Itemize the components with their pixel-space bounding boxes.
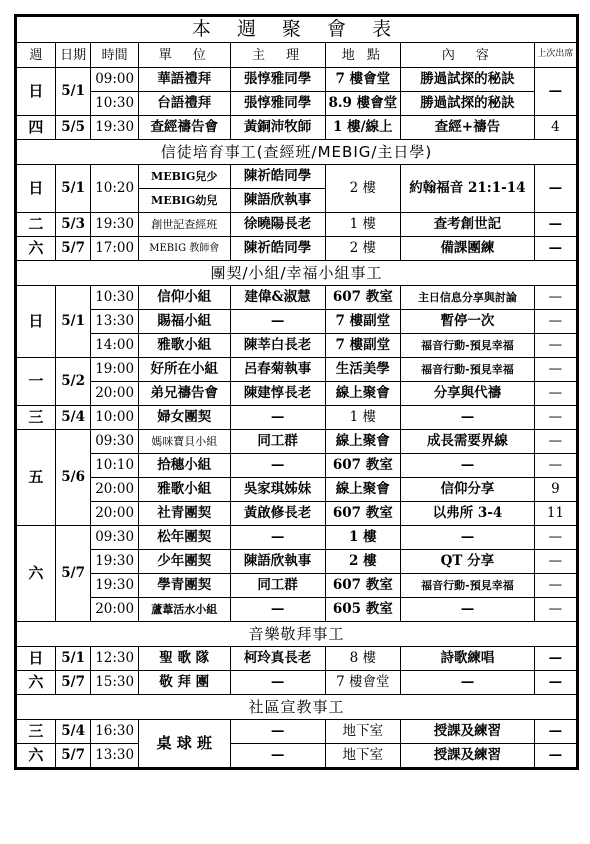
place-cell: 線上聚會	[325, 478, 401, 502]
date-cell: 5/1	[55, 286, 91, 358]
last-cell: —	[534, 358, 576, 382]
leader-cell: —	[230, 310, 325, 334]
leader-cell: —	[230, 406, 325, 430]
table-row	[17, 213, 577, 237]
time-cell: 10:30	[91, 286, 138, 310]
last-cell: —	[534, 286, 576, 310]
time-cell: 19:30	[91, 213, 138, 237]
last-cell: 11	[534, 502, 576, 526]
section-row	[17, 261, 577, 286]
content-cell: 勝過試探的秘訣	[401, 92, 535, 116]
leader-cell: 陳莘白長老	[230, 334, 325, 358]
table-row	[17, 116, 577, 140]
content-cell: 查經+禱告	[401, 116, 535, 140]
date-cell: 5/7	[55, 744, 91, 768]
section-title-music: 音樂敬拜事工	[17, 622, 577, 647]
header-unit: 單 位	[138, 43, 230, 68]
content-cell: —	[401, 598, 535, 622]
leader-cell: 同工群	[230, 430, 325, 454]
place-cell: 607 教室	[325, 454, 401, 478]
day-cell: 二	[17, 213, 56, 237]
unit-cell: 弟兄禱告會	[138, 382, 230, 406]
date-cell: 5/1	[55, 647, 91, 671]
day-cell: 日	[17, 286, 56, 358]
time-cell: 09:00	[91, 68, 138, 92]
last-cell: —	[534, 454, 576, 478]
table-row	[17, 574, 577, 598]
place-cell: 2 樓	[325, 237, 401, 261]
weekly-schedule-sheet	[14, 14, 579, 770]
last-cell: —	[534, 213, 576, 237]
content-cell: 信仰分享	[401, 478, 535, 502]
title-row	[17, 17, 577, 43]
time-cell: 19:30	[91, 574, 138, 598]
time-cell: 20:00	[91, 598, 138, 622]
content-cell: 勝過試探的秘訣	[401, 68, 535, 92]
leader-cell: —	[230, 598, 325, 622]
leader-cell: —	[230, 526, 325, 550]
time-cell: 10:30	[91, 92, 138, 116]
place-cell: 7 樓會堂	[325, 68, 401, 92]
last-cell: —	[534, 382, 576, 406]
time-cell: 14:00	[91, 334, 138, 358]
unit-cell: 蘆葦活水小組	[138, 598, 230, 622]
place-cell: 1 樓/線上	[325, 116, 401, 140]
time-cell: 09:30	[91, 430, 138, 454]
table-row	[17, 454, 577, 478]
leader-cell: 陳建惇長老	[230, 382, 325, 406]
header-leader: 主 理	[230, 43, 325, 68]
section-title-community: 社區宣教事工	[17, 695, 577, 720]
content-cell: —	[401, 406, 535, 430]
table-row	[17, 598, 577, 622]
leader-cell: 呂春菊執事	[230, 358, 325, 382]
place-cell: 8 樓	[325, 647, 401, 671]
last-cell: —	[534, 237, 576, 261]
leader-cell: 陳語欣執事	[230, 189, 325, 213]
unit-cell: 敬 拜 團	[138, 671, 230, 695]
unit-cell: 媽咪寶貝小組	[138, 430, 230, 454]
day-cell: 六	[17, 744, 56, 768]
day-cell: 日	[17, 647, 56, 671]
leader-cell: —	[230, 671, 325, 695]
unit-cell: 台語禮拜	[138, 92, 230, 116]
day-cell: 三	[17, 720, 56, 744]
leader-cell: 陳祈皓同學	[230, 237, 325, 261]
table-row	[17, 526, 577, 550]
place-cell: 8.9 樓會堂	[325, 92, 401, 116]
date-cell: 5/7	[55, 671, 91, 695]
table-row	[17, 237, 577, 261]
unit-cell: 創世記查經班	[138, 213, 230, 237]
leader-cell: 柯玲真長老	[230, 647, 325, 671]
content-cell: 授課及練習	[401, 744, 535, 768]
time-cell: 10:00	[91, 406, 138, 430]
time-cell: 12:30	[91, 647, 138, 671]
leader-cell: —	[230, 720, 325, 744]
place-cell: 地下室	[325, 744, 401, 768]
last-cell: —	[534, 720, 576, 744]
leader-cell: —	[230, 454, 325, 478]
date-cell: 5/3	[55, 213, 91, 237]
unit-cell: 賜福小組	[138, 310, 230, 334]
content-cell: 分享與代禱	[401, 382, 535, 406]
place-cell: 生活美學	[325, 358, 401, 382]
content-cell: 約翰福音 21:1-14	[401, 165, 535, 213]
unit-cell: 雅歌小組	[138, 478, 230, 502]
table-row	[17, 310, 577, 334]
last-cell: 4	[534, 116, 576, 140]
day-cell: 四	[17, 116, 56, 140]
content-cell: QT 分享	[401, 550, 535, 574]
content-cell: 以弗所 3-4	[401, 502, 535, 526]
day-cell: 三	[17, 406, 56, 430]
last-cell: —	[534, 574, 576, 598]
unit-cell: 好所在小組	[138, 358, 230, 382]
leader-cell: 徐曉陽長老	[230, 213, 325, 237]
place-cell: 1 樓	[325, 213, 401, 237]
content-cell: 主日信息分享與討論	[401, 286, 535, 310]
header-last-attendance	[534, 43, 576, 68]
leader-cell: 陳語欣執事	[230, 550, 325, 574]
last-cell: —	[534, 406, 576, 430]
content-cell: 福音行動-預見幸福	[401, 574, 535, 598]
last-cell: —	[534, 430, 576, 454]
table-row	[17, 406, 577, 430]
time-cell: 10:10	[91, 454, 138, 478]
section-title-training: 信徒培育事工(查經班/MEBIG/主日學)	[17, 140, 577, 165]
place-cell: 605 教室	[325, 598, 401, 622]
leader-cell: 建偉&淑慧	[230, 286, 325, 310]
table-row	[17, 744, 577, 768]
section-title-fellowship: 團契/小組/幸福小組事工	[17, 261, 577, 286]
leader-cell: 吳家琪姊妹	[230, 478, 325, 502]
time-cell: 09:30	[91, 526, 138, 550]
place-cell: 607 教室	[325, 574, 401, 598]
place-cell: 2 樓	[325, 165, 401, 213]
table-row	[17, 286, 577, 310]
content-cell: —	[401, 526, 535, 550]
leader-cell: 同工群	[230, 574, 325, 598]
section-row	[17, 622, 577, 647]
table-row	[17, 671, 577, 695]
table-row	[17, 502, 577, 526]
date-cell: 5/6	[55, 430, 91, 526]
header-row	[17, 43, 577, 68]
day-cell: 日	[17, 165, 56, 213]
place-cell: 7 樓副堂	[325, 334, 401, 358]
content-cell: —	[401, 671, 535, 695]
unit-cell: MEBIG幼兒	[138, 189, 230, 213]
unit-cell: 學青團契	[138, 574, 230, 598]
last-cell: —	[534, 671, 576, 695]
section-row	[17, 140, 577, 165]
header-time: 時間	[91, 43, 138, 68]
table-row	[17, 550, 577, 574]
table-row	[17, 68, 577, 92]
unit-cell: 拾穗小組	[138, 454, 230, 478]
content-cell: 詩歌練唱	[401, 647, 535, 671]
last-cell: —	[534, 647, 576, 671]
unit-cell: MEBIG 教師會	[138, 237, 230, 261]
time-cell: 20:00	[91, 382, 138, 406]
last-cell: —	[534, 310, 576, 334]
leader-cell: 張惇雅同學	[230, 92, 325, 116]
time-cell: 19:00	[91, 358, 138, 382]
date-cell: 5/4	[55, 406, 91, 430]
day-cell: 六	[17, 671, 56, 695]
unit-cell: 聖 歌 隊	[138, 647, 230, 671]
table-row	[17, 165, 577, 189]
unit-cell: 婦女團契	[138, 406, 230, 430]
day-cell: 日	[17, 68, 56, 116]
last-cell: —	[534, 68, 576, 116]
table-row	[17, 647, 577, 671]
unit-cell: 桌 球 班	[138, 720, 230, 768]
place-cell: 607 教室	[325, 286, 401, 310]
table-row	[17, 92, 577, 116]
time-cell: 19:30	[91, 550, 138, 574]
header-day: 週	[17, 43, 56, 68]
date-cell: 5/2	[55, 358, 91, 406]
time-cell: 19:30	[91, 116, 138, 140]
place-cell: 7 樓會堂	[325, 671, 401, 695]
last-cell: —	[534, 165, 576, 213]
time-cell: 13:30	[91, 310, 138, 334]
content-cell: 查考創世記	[401, 213, 535, 237]
unit-cell: 查經禱告會	[138, 116, 230, 140]
unit-cell: 信仰小組	[138, 286, 230, 310]
place-cell: 2 樓	[325, 550, 401, 574]
header-place: 地 點	[325, 43, 401, 68]
place-cell: 線上聚會	[325, 430, 401, 454]
date-cell: 5/7	[55, 237, 91, 261]
content-cell: 備課團練	[401, 237, 535, 261]
day-cell: 六	[17, 526, 56, 622]
unit-cell: 雅歌小組	[138, 334, 230, 358]
day-cell: 五	[17, 430, 56, 526]
header-date: 日期	[55, 43, 91, 68]
time-cell: 13:30	[91, 744, 138, 768]
schedule-table	[16, 16, 577, 768]
time-cell: 20:00	[91, 502, 138, 526]
place-cell: 1 樓	[325, 406, 401, 430]
day-cell: 一	[17, 358, 56, 406]
place-cell: 7 樓副堂	[325, 310, 401, 334]
date-cell: 5/1	[55, 68, 91, 116]
content-cell: 成長需要界線	[401, 430, 535, 454]
content-cell: 暫停一次	[401, 310, 535, 334]
place-cell: 607 教室	[325, 502, 401, 526]
date-cell: 5/7	[55, 526, 91, 622]
place-cell: 地下室	[325, 720, 401, 744]
last-cell: —	[534, 550, 576, 574]
header-last-attendance-label: 上次出席	[537, 49, 574, 60]
date-cell: 5/5	[55, 116, 91, 140]
table-row	[17, 358, 577, 382]
time-cell: 16:30	[91, 720, 138, 744]
unit-cell: 少年團契	[138, 550, 230, 574]
last-cell: —	[534, 744, 576, 768]
table-row	[17, 478, 577, 502]
unit-cell: 松年團契	[138, 526, 230, 550]
content-cell: 福音行動-預見幸福	[401, 334, 535, 358]
content-cell: 福音行動-預見幸福	[401, 358, 535, 382]
table-row	[17, 430, 577, 454]
content-cell: 授課及練習	[401, 720, 535, 744]
last-cell: —	[534, 334, 576, 358]
unit-cell: 社青團契	[138, 502, 230, 526]
time-cell: 20:00	[91, 478, 138, 502]
place-cell: 線上聚會	[325, 382, 401, 406]
last-cell: —	[534, 526, 576, 550]
content-cell: —	[401, 454, 535, 478]
time-cell: 17:00	[91, 237, 138, 261]
time-cell: 10:20	[91, 165, 138, 213]
last-cell: —	[534, 598, 576, 622]
leader-cell: 張惇雅同學	[230, 68, 325, 92]
header-content: 內 容	[401, 43, 535, 68]
date-cell: 5/1	[55, 165, 91, 213]
date-cell: 5/4	[55, 720, 91, 744]
leader-cell: 黃啟修長老	[230, 502, 325, 526]
day-cell: 六	[17, 237, 56, 261]
unit-cell: MEBIG兒少	[138, 165, 230, 189]
section-row	[17, 695, 577, 720]
page-title: 本 週 聚 會 表	[17, 17, 577, 43]
leader-cell: 黃銅沛牧師	[230, 116, 325, 140]
table-row	[17, 334, 577, 358]
place-cell: 1 樓	[325, 526, 401, 550]
table-row	[17, 720, 577, 744]
unit-cell: 華語禮拜	[138, 68, 230, 92]
leader-cell: 陳祈皓同學	[230, 165, 325, 189]
last-cell: 9	[534, 478, 576, 502]
time-cell: 15:30	[91, 671, 138, 695]
leader-cell: —	[230, 744, 325, 768]
table-row	[17, 382, 577, 406]
